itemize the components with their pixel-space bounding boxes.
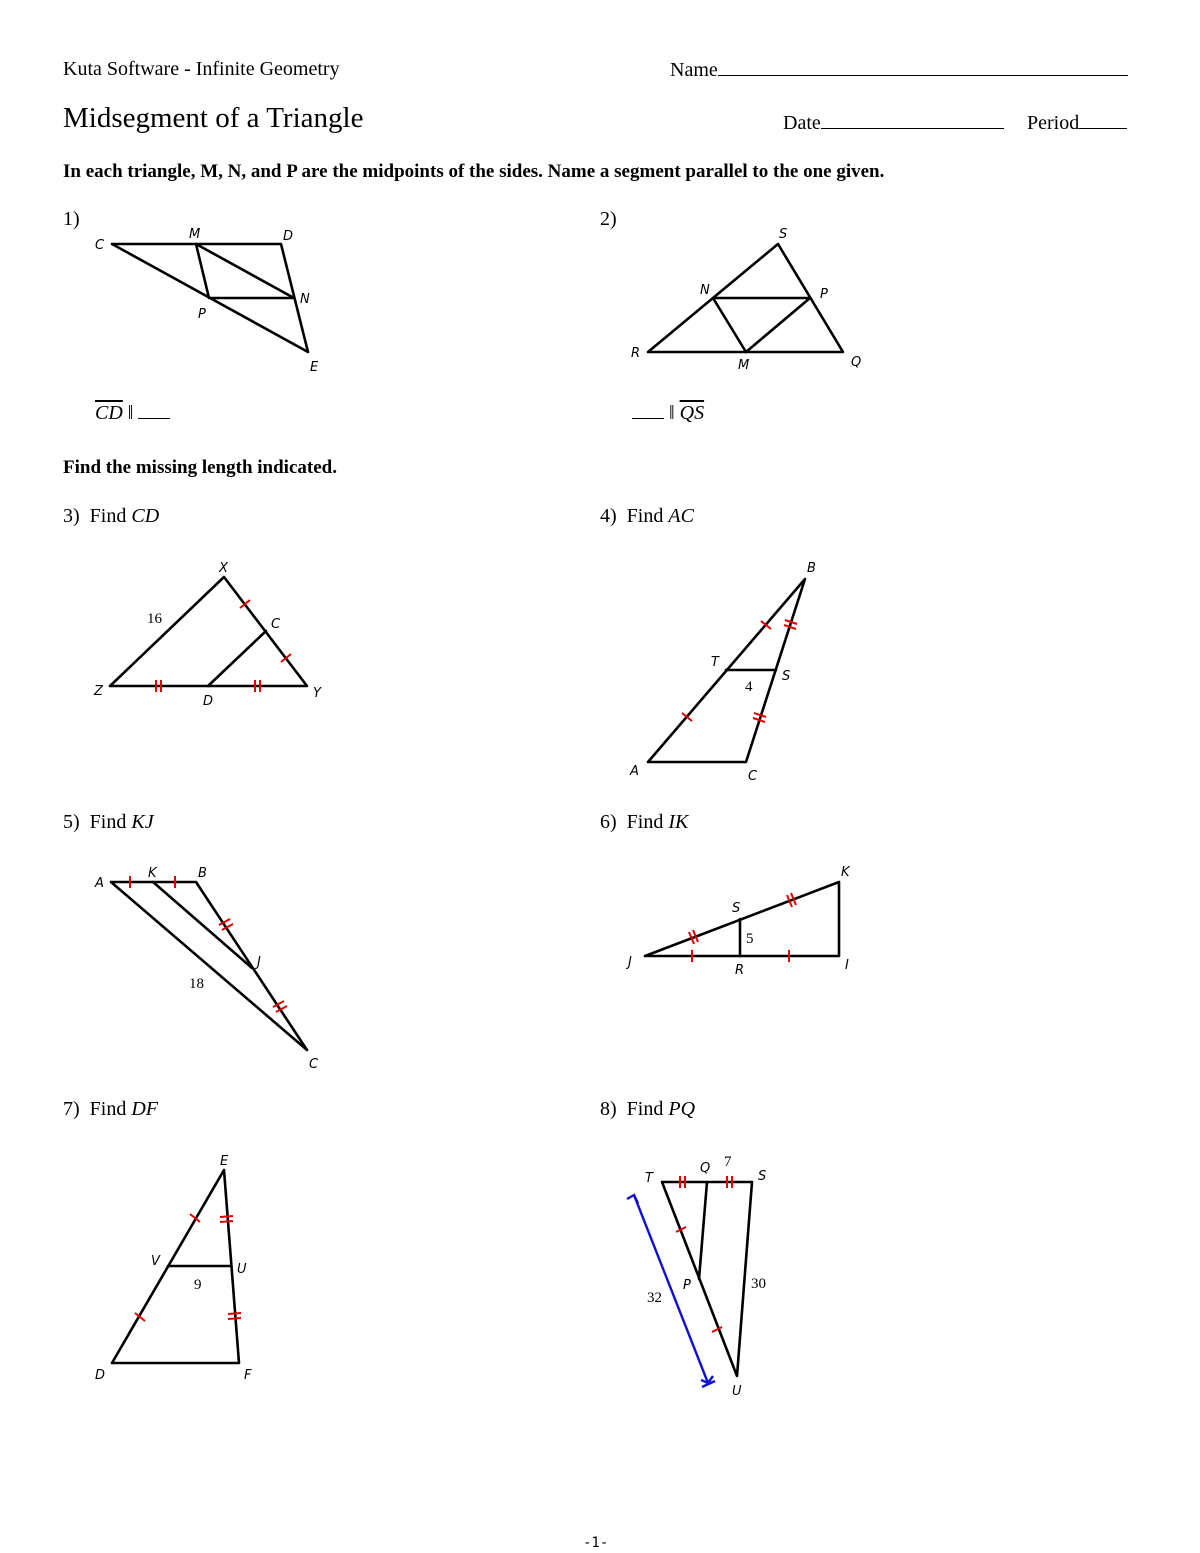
label-P: P [198, 307, 206, 322]
label-P: P [683, 1278, 691, 1293]
label-T: T [645, 1171, 653, 1186]
name-label: Name [670, 59, 718, 81]
label-J: J [257, 955, 261, 970]
label-Y: Y [313, 686, 321, 701]
label-R: R [735, 963, 745, 978]
label-D: D [95, 1368, 106, 1383]
label-E: E [310, 360, 319, 375]
parallel-symbol: ‖ [127, 402, 134, 424]
problem-2-number: 2) [600, 208, 617, 230]
label-Q: Q [851, 355, 862, 370]
label-A: A [630, 764, 639, 779]
label-U: U [732, 1384, 742, 1399]
label-N: N [300, 292, 310, 307]
problem-5-prompt: 5) Find KJ [63, 811, 154, 833]
given-segment: $\overline{QS}$ [679, 402, 705, 424]
label-F: F [244, 1368, 252, 1383]
label-B: B [807, 561, 816, 576]
label-B: B [198, 866, 207, 881]
label-S: S [758, 1169, 767, 1184]
label-J: J [628, 955, 632, 970]
label-X: X [219, 561, 228, 576]
value-7: 7 [724, 1154, 732, 1170]
label-Z: Z [94, 684, 103, 699]
label-V: V [151, 1254, 160, 1269]
label-U: U [237, 1262, 247, 1277]
given-segment: $\overline{CD}$ [95, 402, 123, 424]
period-field[interactable] [1027, 111, 1127, 135]
instruction-section1: In each triangle, M, N, and P are the midpoints of the sides. Name a segment parallel to the one given. [63, 161, 885, 182]
value-30: 30 [751, 1276, 766, 1292]
arrow-TU [634, 1195, 708, 1383]
label-K: K [148, 866, 157, 881]
period-label: Period [1027, 112, 1080, 134]
problem-4-prompt: 4) Find AC [600, 505, 694, 527]
label-A: A [95, 876, 104, 891]
label-C: C [95, 238, 105, 253]
label-N: N [700, 283, 710, 298]
label-S: S [779, 227, 788, 242]
problem-3-prompt: 3) Find CD [63, 505, 160, 527]
label-E: E [220, 1154, 229, 1169]
value-18: 18 [189, 976, 204, 992]
parallel-symbol: ‖ [669, 402, 675, 424]
problem-1-number: 1) [63, 208, 80, 230]
label-I: I [845, 958, 849, 973]
label-T: T [711, 655, 719, 670]
instruction-section2: Find the missing length indicated. [63, 457, 337, 478]
label-D: D [283, 229, 294, 244]
label-K: K [841, 865, 850, 880]
label-C: C [271, 617, 281, 632]
value-5: 5 [746, 931, 754, 947]
label-C: C [748, 769, 758, 784]
label-Q: Q [700, 1161, 711, 1176]
date-label: Date [783, 112, 821, 134]
label-M: M [738, 358, 750, 373]
label-S: S [732, 901, 741, 916]
label-C: C [309, 1057, 319, 1072]
problem-8-prompt: 8) Find PQ [600, 1098, 696, 1120]
label-M: M [189, 227, 201, 242]
value-9: 9 [194, 1277, 202, 1293]
label-R: R [631, 346, 641, 361]
label-D: D [203, 694, 214, 709]
page-number: -1- [583, 1535, 609, 1551]
label-P: P [820, 287, 828, 302]
value-32: 32 [647, 1290, 662, 1306]
page-title: Midsegment of a Triangle [63, 102, 364, 134]
problem-7-prompt: 7) Find DF [63, 1098, 159, 1120]
software-label: Kuta Software - Infinite Geometry [63, 58, 340, 80]
value-4: 4 [745, 679, 753, 695]
value-16: 16 [147, 611, 162, 627]
label-S: S [782, 669, 791, 684]
problem-6-prompt: 6) Find IK [600, 811, 689, 833]
